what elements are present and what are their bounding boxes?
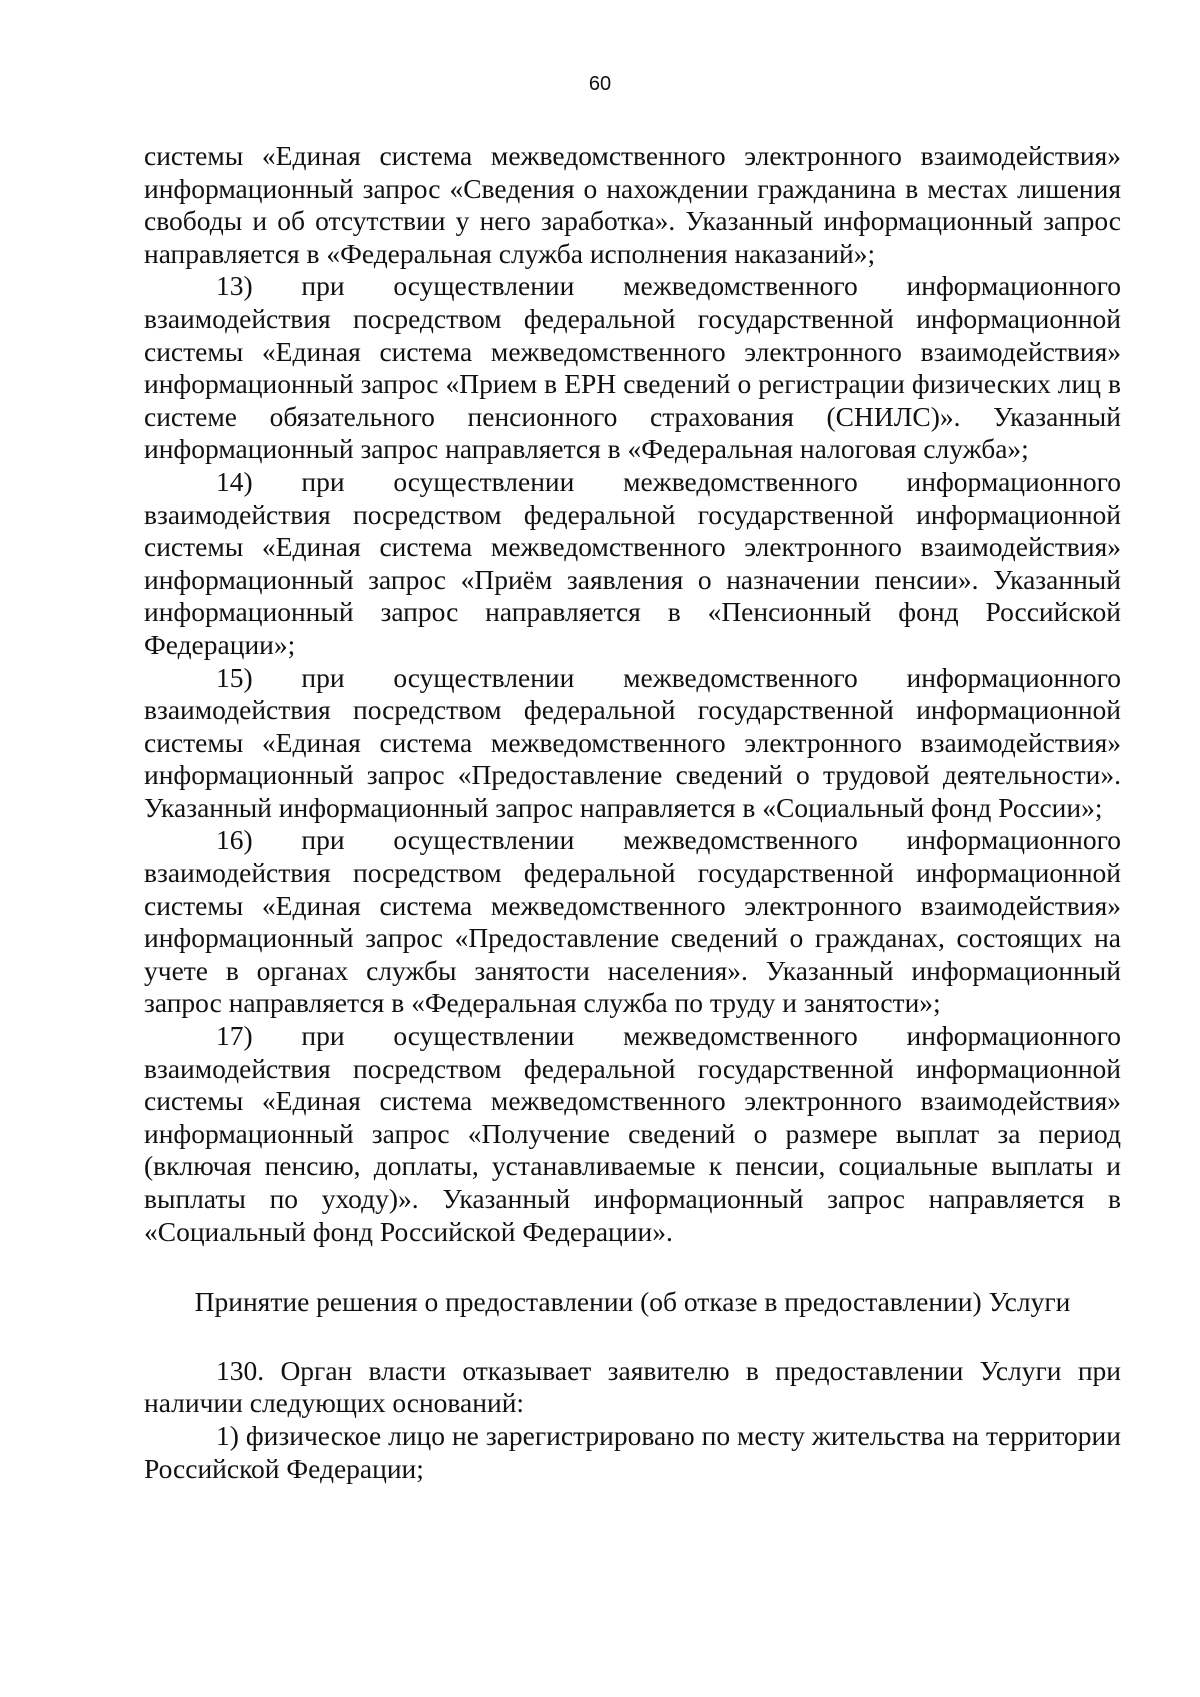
document-body xyxy=(144,140,1121,1485)
clause-130-item-1: 1) физическое лицо не зарегистрировано по месту жительства на территории Российской Федерации; xyxy=(144,1419,1121,1484)
clause-130: 130. Орган власти отказывает заявителю в предоставлении Услуги при наличии следующих оснований: xyxy=(144,1354,1121,1419)
list-item-15: 15) при осуществлении межведомственного информационного взаимодействия посредством федеральной государственной информационной системы «Единая система межведомственного электронного взаимодействия» информационный запрос «Предоставление сведений о трудовой деятельности». Указанный информационный запрос направляется в «Социальный фонд России»; xyxy=(144,661,1121,823)
list-item-13: 13) при осуществлении межведомственного информационного взаимодействия посредством федеральной государственной информационной системы «Единая система межведомственного электронного взаимодействия» информационный запрос «Прием в ЕРН сведений о регистрации физических лиц в системе обязательного пенсионного страхования (СНИЛС)». Указанный информационный запрос направляется в «Федеральная налоговая служба»; xyxy=(144,270,1121,465)
list-item-16: 16) при осуществлении межведомственного информационного взаимодействия посредством федеральной государственной информационной системы «Единая система межведомственного электронного взаимодействия» информационный запрос «Предоставление сведений о гражданах, состоящих на учете в органах службы занятости населения». Указанный информационный запрос направляется в «Федеральная служба по труду и занятости»; xyxy=(144,824,1121,1019)
page-number: 60 xyxy=(588,73,612,95)
section-heading: Принятие решения о предоставлении (об отказе в предоставлении) Услуги xyxy=(194,1286,1071,1318)
paragraph-continuation: системы «Единая система межведомственного электронного взаимодействия» информационный запрос «Сведения о нахождении гражданина в местах лишения свободы и об отсутствии у него заработка». Указанный информационный запрос направляется в «Федеральная служба исполнения наказаний»; xyxy=(144,140,1121,269)
list-item-14: 14) при осуществлении межведомственного информационного взаимодействия посредством федеральной государственной информационной системы «Единая система межведомственного электронного взаимодействия» информационный запрос «Приём заявления о назначении пенсии». Указанный информационный запрос направляется в «Пенсионный фонд Российской Федерации»; xyxy=(144,465,1121,660)
list-item-17: 17) при осуществлении межведомственного информационного взаимодействия посредством федеральной государственной информационной системы «Единая система межведомственного электронного взаимодействия» информационный запрос «Получение сведений о размере выплат за период (включая пенсию, доплаты, устанавливаемые к пенсии, социальные выплаты и выплаты по уходу)». Указанный информационный запрос направляется в «Социальный фонд Российской Федерации». xyxy=(144,1020,1121,1247)
